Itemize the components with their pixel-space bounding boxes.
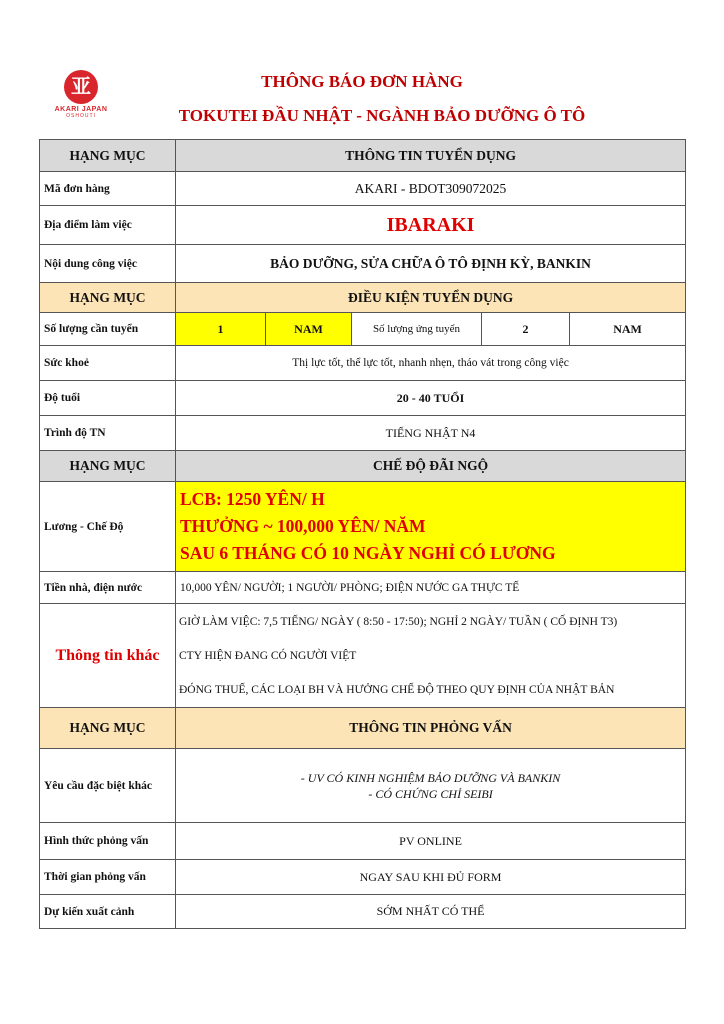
row-label: Nội dung công việc bbox=[40, 245, 176, 283]
quantity-apply-label: Số lượng ứng tuyển bbox=[352, 313, 482, 346]
salary-base: LCB: 1250 YÊN/ H bbox=[180, 489, 325, 509]
section-header-interview bbox=[40, 708, 686, 749]
section-header-col2: THÔNG TIN PHỎNG VẤN bbox=[176, 708, 686, 749]
row-job bbox=[40, 245, 686, 283]
special-requirements-block bbox=[176, 749, 686, 823]
row-label: Thời gian phỏng vấn bbox=[40, 860, 176, 895]
row-label: Độ tuổi bbox=[40, 381, 176, 416]
row-label: Tiền nhà, điện nước bbox=[40, 572, 176, 604]
row-label: Dự kiến xuất cảnh bbox=[40, 895, 176, 929]
quantity-apply: 2 bbox=[482, 313, 570, 346]
row-location bbox=[40, 206, 686, 245]
other-info-vietnamese: CTY HIỆN ĐANG CÓ NGƯỜI VIỆT bbox=[179, 649, 357, 662]
section-header-col1: HẠNG MỤC bbox=[40, 708, 176, 749]
row-label: Lương - Chế Độ bbox=[40, 482, 176, 572]
row-special-requirements bbox=[40, 749, 686, 823]
housing-value: 10,000 YÊN/ NGƯỜI; 1 NGƯỜI/ PHÒNG; ĐIỆN NƯỚC GA THỰC TẾ bbox=[176, 572, 686, 604]
other-info-hours: GIỜ LÀM VIỆC: 7,5 TIẾNG/ NGÀY ( 8:50 - 17:50); NGHỈ 2 NGÀY/ TUẦN ( CỐ ĐỊNH T3) bbox=[179, 615, 618, 628]
row-label: Yêu cầu đặc biệt khác bbox=[40, 749, 176, 823]
torii-icon: 亚 bbox=[64, 70, 98, 104]
order-code-value: AKARI - BDOT309072025 bbox=[176, 172, 686, 206]
quantity-apply-gender: NAM bbox=[570, 313, 686, 346]
row-label: Trình độ TN bbox=[40, 416, 176, 451]
section-header-col1: HẠNG MỤC bbox=[40, 283, 176, 313]
salary-bonus: THƯỞNG ~ 100,000 YÊN/ NĂM bbox=[180, 516, 426, 536]
row-departure bbox=[40, 895, 686, 929]
health-value: Thị lực tốt, thể lực tốt, nhanh nhẹn, tháo vát trong công việc bbox=[176, 346, 686, 381]
special-requirement-certificate: - CÓ CHỨNG CHỈ SEIBI bbox=[368, 786, 493, 801]
section-header-col1: HẠNG MỤC bbox=[40, 451, 176, 482]
interview-time-value: NGAY SAU KHI ĐỦ FORM bbox=[176, 860, 686, 895]
row-label: Mã đơn hàng bbox=[40, 172, 176, 206]
section-header-recruitment-info bbox=[40, 140, 686, 172]
other-info-block bbox=[176, 604, 686, 708]
special-requirement-experience: - UV CÓ KINH NGHIỆM BẢO DƯỠNG VÀ BANKIN bbox=[300, 770, 561, 785]
logo-brand-text: AKARI JAPAN bbox=[54, 106, 108, 113]
interview-form-value: PV ONLINE bbox=[176, 823, 686, 860]
row-education bbox=[40, 416, 686, 451]
row-label: Số lượng cần tuyển bbox=[40, 313, 176, 346]
other-info-tax: ĐÓNG THUẾ, CÁC LOẠI BH VÀ HƯỞNG CHẾ ĐỘ THEO QUY ĐỊNH CỦA NHẬT BẢN bbox=[179, 683, 615, 696]
row-quantity bbox=[40, 313, 686, 346]
row-label: Hình thức phỏng vấn bbox=[40, 823, 176, 860]
quantity-need: 1 bbox=[176, 313, 266, 346]
page-title: THÔNG BÁO ĐƠN HÀNG bbox=[261, 72, 463, 91]
salary-block bbox=[176, 482, 686, 572]
section-header-recruitment-conditions bbox=[40, 283, 686, 313]
job-value: BẢO DƯỠNG, SỬA CHỮA Ô TÔ ĐỊNH KỲ, BANKIN bbox=[176, 245, 686, 283]
page-subtitle: TOKUTEI ĐẦU NHẬT - NGÀNH BẢO DƯỠNG Ô TÔ bbox=[178, 106, 586, 125]
row-interview-form bbox=[40, 823, 686, 860]
row-other-info bbox=[40, 604, 686, 708]
section-header-col1: HẠNG MỤC bbox=[40, 140, 176, 172]
row-age bbox=[40, 381, 686, 416]
order-table bbox=[39, 139, 686, 929]
salary-paid-leave: SAU 6 THÁNG CÓ 10 NGÀY NGHỈ CÓ LƯƠNG bbox=[180, 543, 556, 563]
departure-value: SỚM NHẤT CÓ THỂ bbox=[176, 895, 686, 929]
row-health bbox=[40, 346, 686, 381]
section-header-col2: CHẾ ĐỘ ĐÃI NGỘ bbox=[176, 451, 686, 482]
age-value: 20 - 40 TUỔI bbox=[176, 381, 686, 416]
row-order-code bbox=[40, 172, 686, 206]
section-header-col2: THÔNG TIN TUYỂN DỤNG bbox=[176, 140, 686, 172]
section-header-benefits bbox=[40, 451, 686, 482]
other-info-label: Thông tin khác bbox=[40, 604, 176, 708]
section-header-col2: ĐIỀU KIỆN TUYỂN DỤNG bbox=[176, 283, 686, 313]
education-value: TIẾNG NHẬT N4 bbox=[176, 416, 686, 451]
row-salary bbox=[40, 482, 686, 572]
location-value: IBARAKI bbox=[176, 206, 686, 245]
row-label: Địa điểm làm việc bbox=[40, 206, 176, 245]
row-label: Sức khoẻ bbox=[40, 346, 176, 381]
row-interview-time bbox=[40, 860, 686, 895]
row-housing bbox=[40, 572, 686, 604]
quantity-need-gender: NAM bbox=[266, 313, 352, 346]
logo-sub-text: OSHOUTI bbox=[66, 113, 96, 119]
